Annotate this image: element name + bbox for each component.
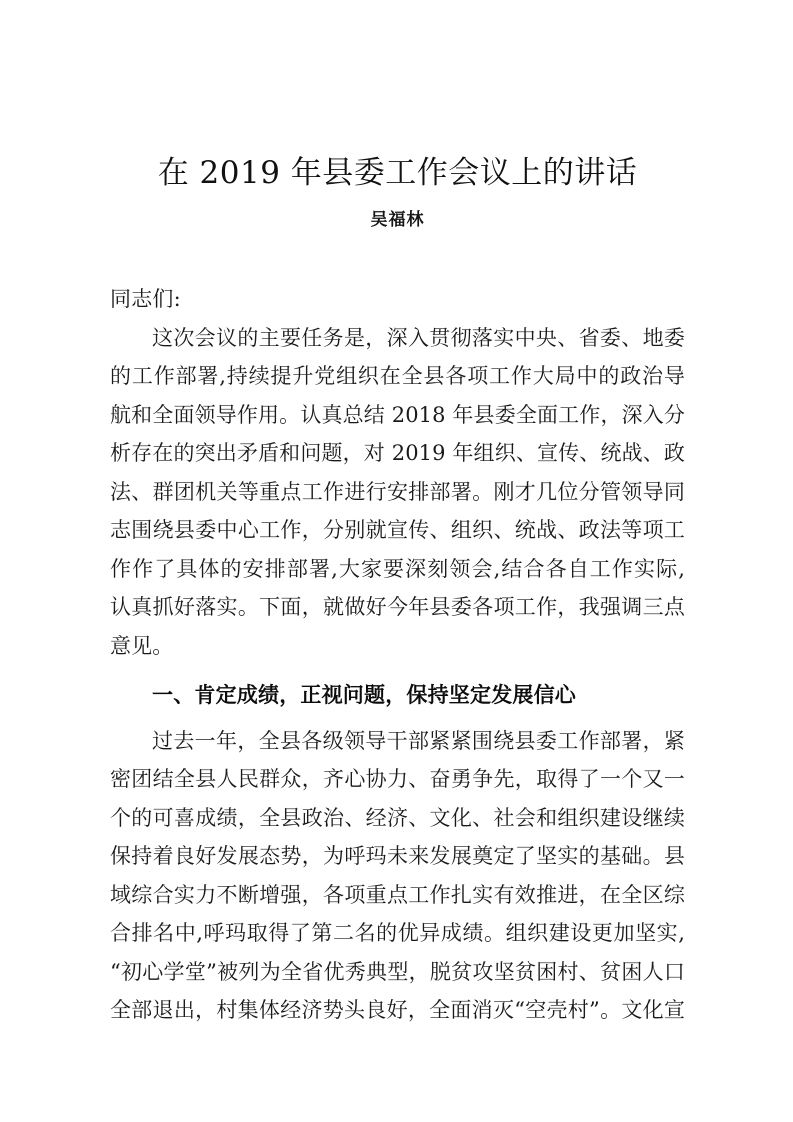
paragraph-line: 认真抓好落实。下面，就做好今年县委各项工作，我强调三点 <box>110 595 685 619</box>
paragraph-line: 意见。 <box>110 633 174 658</box>
paragraph-line: 密团结全县人民群众，齐心协力、奋勇争先，取得了一个又一 <box>110 767 685 791</box>
document-body <box>110 232 685 1030</box>
paragraph-line: 全部退出，村集体经济势头良好，全面消灭“空壳村”。文化宣 <box>110 998 685 1022</box>
paragraph-line: 航和全面领导作用。认真总结 2018 年县委全面工作，深入分 <box>110 402 685 427</box>
paragraph-line: 域综合实力不断增强，各项重点工作扎实有效推进，在全区综 <box>110 882 685 907</box>
salutation: 同志们: <box>110 287 181 311</box>
paragraph-line: 个的可喜成绩，全县政治、经济、文化、社会和组织建设继续 <box>110 805 685 830</box>
page-content <box>110 0 685 1030</box>
paragraph-line: 志围绕县委中心工作，分别就宣传、组织、统战、政法等项工 <box>110 518 685 542</box>
paragraph-line: 过去一年，全县各级领导干部紧紧围绕县委工作部署，紧 <box>152 728 685 753</box>
document-author: 吴福林 <box>370 210 425 230</box>
paragraph-line: “初心学堂”被列为全省优秀典型，脱贫攻坚贫困村、贫困人口 <box>110 959 685 984</box>
paragraph-line: 保持着良好发展态势，为呼玛未来发展奠定了坚实的基础。县 <box>110 844 685 868</box>
paragraph-line: 这次会议的主要任务是，深入贯彻落实中央、省委、地委 <box>152 325 685 350</box>
paragraph-line: 法、群团机关等重点工作进行安排部署。刚才几位分管领导同 <box>110 479 685 504</box>
section-heading-1: 一、肯定成绩，正视问题，保持坚定发展信心 <box>152 683 576 707</box>
paragraph-1 <box>110 319 685 666</box>
paragraph-line: 析存在的突出矛盾和问题，对 2019 年组织、宣传、统战、政 <box>110 441 685 465</box>
paragraph-line: 合排名中,呼玛取得了第二名的优异成绩。组织建设更加坚实, <box>110 921 685 945</box>
page-title: 在 2019 年县委工作会议上的讲话 <box>157 155 638 191</box>
paragraph-2 <box>110 722 685 1030</box>
paragraph-line: 作作了具体的安排部署,大家要深刻领会,结合各自工作实际, <box>110 556 685 581</box>
paragraph-line: 的工作部署,持续提升党组织在全县各项工作大局中的政治导 <box>110 364 685 388</box>
